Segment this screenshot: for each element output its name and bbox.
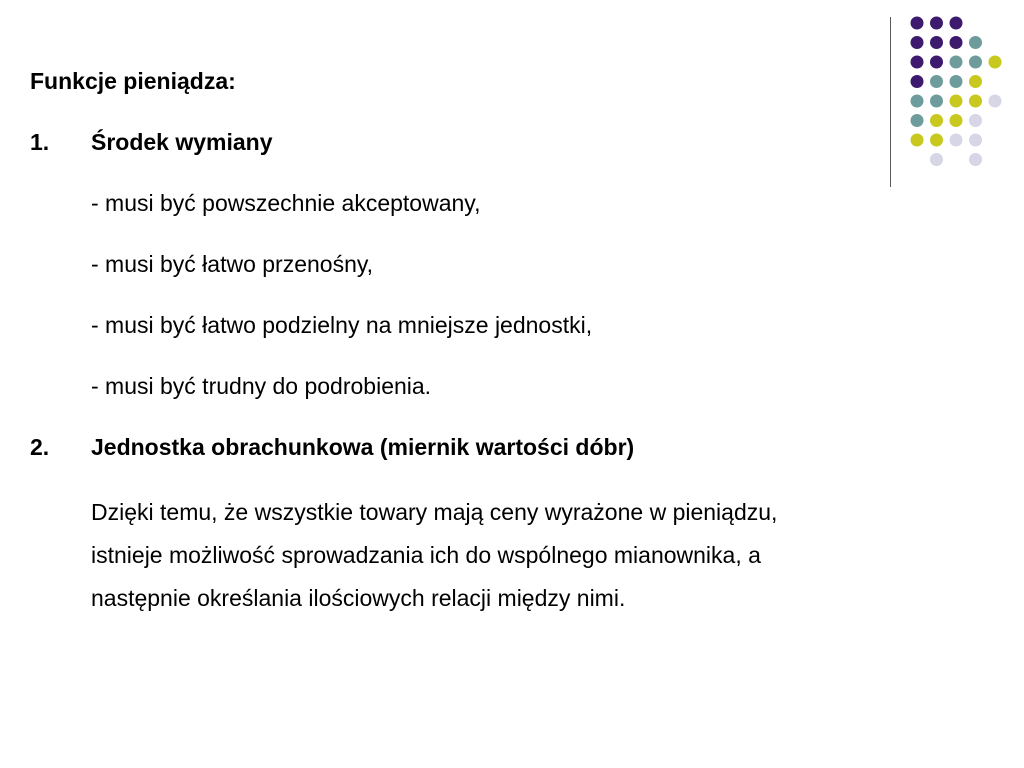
bullet-point: - musi być łatwo podzielny na mniejsze jednostki, xyxy=(91,312,593,338)
decorative-dot xyxy=(950,56,963,69)
decorative-dot xyxy=(950,17,963,30)
decorative-dot xyxy=(950,114,963,127)
decorative-dot xyxy=(950,95,963,108)
bullet-point: - musi być łatwo przenośny, xyxy=(91,251,374,277)
decorative-dot xyxy=(911,134,924,147)
decorative-dot-grid xyxy=(880,10,1020,190)
explanation-paragraph xyxy=(91,491,1001,620)
decorative-dot xyxy=(911,114,924,127)
decorative-dot xyxy=(930,56,943,69)
decorative-dot xyxy=(950,36,963,49)
decorative-dot xyxy=(950,75,963,88)
paragraph-line: istnieje możliwość sprowadzania ich do wspólnego mianownika, a xyxy=(91,542,761,568)
item-number: 2. xyxy=(30,434,50,460)
decorative-dot xyxy=(930,36,943,49)
slide-heading: Funkcje pieniądza: xyxy=(30,68,236,94)
paragraph-line: następnie określania ilościowych relacji między nimi. xyxy=(91,585,626,611)
paragraph-line: Dzięki temu, że wszystkie towary mają ceny wyrażone w pieniądzu, xyxy=(91,499,778,525)
decorative-dot xyxy=(930,134,943,147)
decorative-dot xyxy=(930,95,943,108)
decorative-dot xyxy=(911,36,924,49)
decorative-dot xyxy=(969,114,982,127)
item-number: 1. xyxy=(30,129,50,155)
decorative-dot xyxy=(969,95,982,108)
item-title: Jednostka obrachunkowa (miernik wartości dóbr) xyxy=(91,434,635,460)
decorative-dot xyxy=(911,95,924,108)
decorative-dot xyxy=(930,75,943,88)
decorative-dot xyxy=(911,75,924,88)
decorative-dot xyxy=(950,134,963,147)
decorative-dot xyxy=(969,56,982,69)
decorative-dot xyxy=(911,17,924,30)
decorative-dot xyxy=(930,153,943,166)
decorative-dot xyxy=(989,56,1002,69)
item-title: Środek wymiany xyxy=(91,129,273,155)
decorative-dot xyxy=(969,153,982,166)
decorative-dot xyxy=(930,17,943,30)
decorative-dot xyxy=(969,134,982,147)
decorative-dot xyxy=(989,95,1002,108)
bullet-point: - musi być powszechnie akceptowany, xyxy=(91,190,481,216)
decorative-dot xyxy=(911,56,924,69)
decorative-dot xyxy=(969,75,982,88)
decorative-dot xyxy=(930,114,943,127)
decorative-dot xyxy=(969,36,982,49)
bullet-point: - musi być trudny do podrobienia. xyxy=(91,373,432,399)
